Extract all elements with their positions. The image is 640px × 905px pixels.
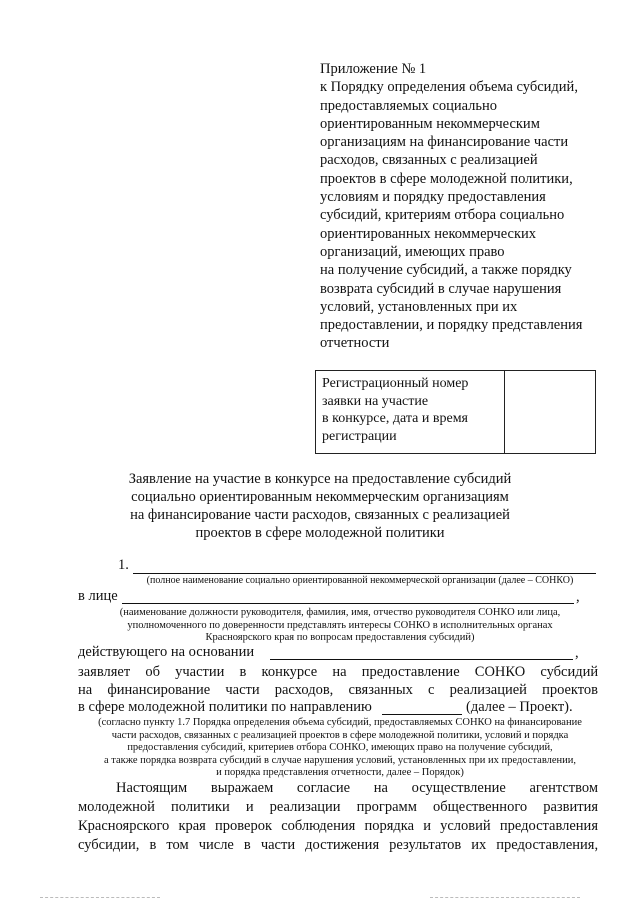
- word: субсидии,: [78, 837, 140, 853]
- in-person-label: в лице: [78, 588, 118, 604]
- word: финансирование: [107, 682, 211, 698]
- representative-field[interactable]: [122, 603, 574, 604]
- caption-line: а также порядка возврата субсидий в случае нарушения условий, установленных при их предоставлении,: [103, 754, 577, 766]
- caption-line: предоставления субсидий, критериев отбора СОНКО, имеющих право на получение субсидий,: [127, 742, 553, 753]
- word: порядка: [364, 818, 415, 834]
- word: их: [471, 837, 487, 853]
- word: в: [149, 837, 157, 853]
- comma: ,: [575, 645, 579, 661]
- org-name-caption: (полное наименование социально ориентированной некоммерческой организации (далее – СОНКО): [146, 575, 574, 586]
- word: и: [423, 818, 431, 834]
- appendix-line: субсидий, критериям отбора социально: [320, 207, 565, 224]
- appendix-line: организациям на финансирование части: [320, 134, 569, 151]
- word: субсидий: [540, 664, 599, 680]
- word: молодежной: [78, 799, 155, 815]
- item-number: 1.: [118, 557, 129, 573]
- registration-value-cell[interactable]: [505, 371, 596, 454]
- financing-line: [78, 682, 598, 699]
- word: программ: [356, 799, 417, 815]
- title-line: на финансирование части расходов, связанных с реализацией: [130, 507, 510, 523]
- caption-line: (согласно пункту 1.7 Порядка определения объема субсидий, предоставляемых СОНКО на финансирование: [98, 717, 582, 728]
- registration-label-line: заявки на участие: [322, 393, 429, 409]
- title-line: проектов в сфере молодежной политики: [195, 525, 445, 541]
- registration-table: [315, 370, 596, 454]
- word: агентством: [529, 780, 599, 796]
- appendix-line: условий, установленных при их: [320, 298, 518, 315]
- registration-label-line: в конкурсе, дата и время: [322, 411, 468, 426]
- document-title: [80, 470, 560, 542]
- word: условий: [440, 818, 491, 834]
- word: на: [332, 664, 347, 680]
- word: СОНКО: [474, 664, 526, 680]
- registration-label-line: Регистрационный номер: [322, 376, 469, 391]
- word: об: [145, 664, 160, 680]
- registration-label-line: регистрации: [322, 428, 397, 444]
- declaration-line: [78, 664, 598, 681]
- direction-field[interactable]: [382, 714, 462, 715]
- appendix-header: [320, 60, 610, 353]
- word: числе: [198, 837, 234, 853]
- consent-line: [78, 837, 598, 854]
- word: конкурсе: [261, 664, 318, 680]
- caption-line: (наименование должности руководителя, фамилия, имя, отчество руководителя СОНКО или лица,: [119, 607, 561, 618]
- word: в: [243, 837, 251, 853]
- caption-line: Красноярского края по вопросам предоставления субсидий): [205, 632, 475, 643]
- title-line: Заявление на участие в конкурсе на предоставление субсидий: [128, 471, 512, 487]
- word: предоставления: [499, 818, 598, 834]
- word: части: [225, 682, 260, 698]
- word: результатов: [389, 837, 462, 853]
- acting-basis-label: действующего на основании: [78, 644, 255, 660]
- word: Настоящим: [116, 780, 188, 796]
- word: на: [373, 780, 388, 796]
- word: согласие: [296, 780, 351, 796]
- appendix-line: на получение субсидий, а также порядку: [320, 262, 572, 279]
- word: в: [239, 664, 247, 680]
- comma: ,: [576, 589, 580, 605]
- caption-line: части расходов, связанных с реализацией проектов в сфере молодежной политики, условий и порядка: [111, 729, 569, 741]
- word: реализацией: [449, 682, 527, 698]
- appendix-line: возврата субсидий в случае нарушения: [320, 280, 562, 297]
- word: реализации: [269, 799, 341, 815]
- appendix-line: организаций, имеющих право: [320, 243, 505, 260]
- word: участии: [175, 664, 225, 680]
- word: соблюдения: [281, 818, 356, 834]
- appendix-line: ориентированным некоммерческим: [320, 115, 540, 132]
- word: развития: [543, 799, 599, 815]
- word: осуществление: [411, 780, 506, 796]
- word: проверок: [215, 818, 273, 834]
- appendix-line: предоставлении, и порядку представления: [320, 317, 583, 334]
- word: края: [178, 818, 206, 834]
- basis-field[interactable]: [270, 659, 573, 660]
- title-line: социально ориентированным некоммерческим организациям: [131, 489, 509, 505]
- scan-edge-line: [40, 897, 160, 898]
- consent-line: [78, 799, 598, 816]
- caption-line: уполномоченного по доверенности представлять интересы СОНКО в исполнительных органах: [127, 619, 553, 631]
- representative-caption: [80, 607, 600, 645]
- appendix-line: к Порядку определения объема субсидий,: [320, 79, 578, 96]
- word: политики: [171, 799, 230, 815]
- word: заявляет: [78, 664, 131, 680]
- word: на: [78, 682, 93, 698]
- caption-line: и порядка представления отчетности, далее – Порядок): [216, 767, 464, 778]
- appendix-line: ориентированных некоммерческих: [320, 225, 537, 242]
- appendix-line: расходов, связанных с реализацией: [320, 152, 538, 169]
- registration-label-cell: [316, 371, 505, 454]
- word: том: [166, 837, 189, 853]
- appendix-line: проектов в сфере молодежной политики,: [320, 170, 573, 187]
- word: достижения: [305, 837, 380, 853]
- word: с: [428, 682, 435, 698]
- word: расходов,: [274, 682, 334, 698]
- word: связанных: [348, 682, 413, 698]
- appendix-line: предоставляемых социально: [320, 97, 498, 114]
- appendix-line: условиям и порядку предоставления: [320, 189, 546, 206]
- direction-suffix: (далее – Проект).: [466, 699, 573, 715]
- appendix-line: Приложение № 1: [320, 61, 427, 77]
- org-name-field[interactable]: [133, 573, 596, 574]
- direction-caption: [70, 717, 610, 780]
- appendix-line: отчетности: [320, 335, 390, 352]
- word: проектов: [542, 682, 599, 698]
- direction-label: в сфере молодежной политики по направлению: [78, 699, 372, 715]
- word: Красноярского: [78, 818, 170, 834]
- consent-line: [116, 780, 598, 797]
- word: предоставление: [361, 664, 460, 680]
- word: части: [260, 837, 296, 853]
- consent-line: [78, 818, 598, 835]
- word: общественного: [432, 799, 528, 815]
- word: предоставления,: [496, 837, 599, 853]
- word: и: [245, 799, 254, 815]
- scan-edge-line: [430, 897, 580, 898]
- word: выражаем: [210, 780, 274, 796]
